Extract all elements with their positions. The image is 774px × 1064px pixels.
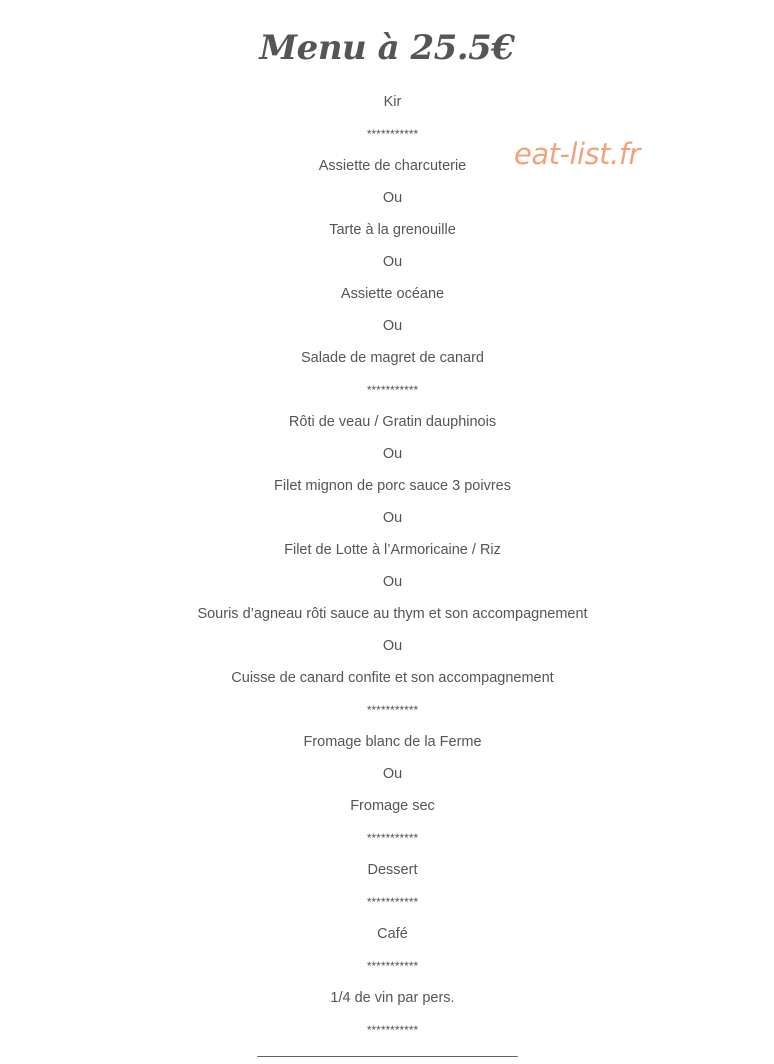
menu-item: Fromage blanc de la Ferme bbox=[303, 734, 482, 750]
menu-item: Salade de magret de canard bbox=[301, 350, 484, 366]
menu-item: Tarte à la grenouille bbox=[329, 222, 456, 238]
menu-item: 1/4 de vin par pers. bbox=[330, 990, 455, 1006]
menu-item: Dessert bbox=[367, 862, 418, 878]
menu-or-label: Ou bbox=[382, 318, 403, 334]
menu-separator: *********** bbox=[366, 1023, 419, 1037]
menu-or-label: Ou bbox=[382, 446, 403, 462]
menu-item: Assiette de charcuterie bbox=[318, 158, 467, 174]
menu-separator: *********** bbox=[366, 703, 419, 717]
watermark-text: eat-list.fr bbox=[514, 137, 640, 171]
menu-item: Filet de Lotte à l’Armoricaine / Riz bbox=[284, 542, 501, 558]
menu-item: Rôti de veau / Gratin dauphinois bbox=[288, 414, 497, 430]
menu-separator: *********** bbox=[366, 959, 419, 973]
menu-or-label: Ou bbox=[382, 766, 403, 782]
menu-or-label: Ou bbox=[382, 254, 403, 270]
menu-item: Cuisse de canard confite et son accompagnement bbox=[231, 670, 554, 686]
menu-item: Souris d’agneau rôti sauce au thym et son accompagnement bbox=[197, 606, 588, 622]
menu-or-label: Ou bbox=[382, 190, 403, 206]
menu-list bbox=[0, 86, 774, 1046]
menu-item: Filet mignon de porc sauce 3 poivres bbox=[274, 478, 511, 494]
menu-item: Assiette océane bbox=[340, 286, 445, 302]
menu-or-label: Ou bbox=[382, 510, 403, 526]
menu-or-label: Ou bbox=[382, 638, 403, 654]
menu-separator: *********** bbox=[366, 895, 419, 909]
menu-separator: *********** bbox=[366, 831, 419, 845]
menu-title: Menu à 25.5€ bbox=[259, 28, 515, 68]
bottom-divider: —————————————————————————————————————— bbox=[257, 1049, 517, 1064]
menu-item: Café bbox=[377, 926, 408, 942]
menu-or-label: Ou bbox=[382, 574, 403, 590]
top-divider bbox=[0, 0, 774, 7]
menu-item: Kir bbox=[383, 94, 402, 110]
menu-item: Fromage sec bbox=[350, 798, 435, 814]
menu-separator: *********** bbox=[366, 383, 419, 397]
menu-separator: *********** bbox=[366, 127, 419, 141]
